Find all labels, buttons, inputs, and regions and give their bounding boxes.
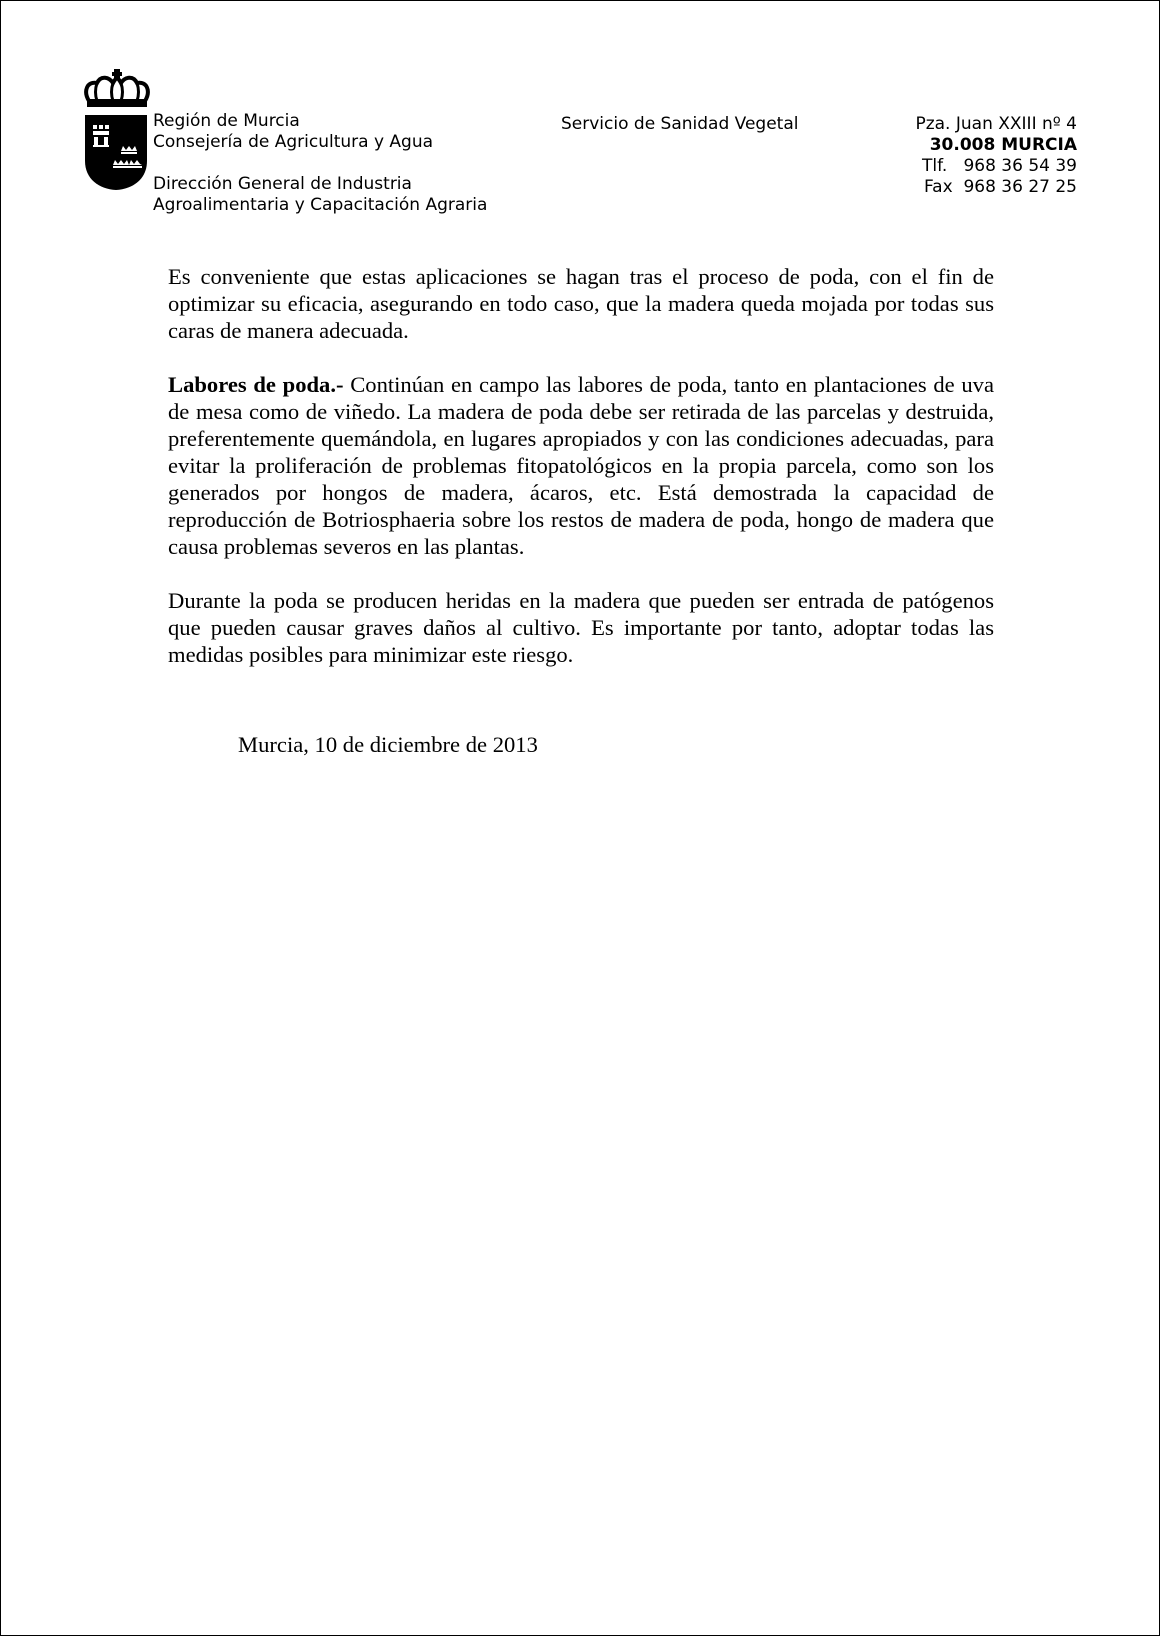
service-name: Servicio de Sanidad Vegetal — [561, 114, 799, 134]
pruning-text: Continúan en campo las labores de poda, tanto en plantaciones de uva de mesa como de viñedo. La madera de poda debe ser retirada de las parcelas y destruida, preferentemente quemándola, en lugares apropiados y con las condiciones adecuadas, para evitar la proliferación de problemas fitopatológicos en la propia parcela, como son los generados por hongos de madera, ácaros, etc. Está demostrada la capacidad de reproducción de Botriosphaeria sobre los restos de madera de poda, hongo de madera que causa problemas severos en las plantas. — [168, 372, 994, 559]
place-date: Murcia, 10 de diciembre de 2013 — [238, 732, 538, 757]
paragraph-wounds: Durante la poda se producen heridas en la madera que pueden ser entrada de patógenos que pueden causar graves daños al cultivo. Es importante por tanto, adoptar todas las medidas posibles para minimizar este riesgo. — [168, 588, 994, 667]
region-murcia-coat-of-arms-icon — [83, 69, 151, 193]
address-phone: Tlf. 968 36 54 39 — [921, 156, 1077, 176]
address-city: 30.008 MURCIA — [929, 135, 1077, 155]
org-directorate: Dirección General de Industria — [153, 174, 412, 194]
org-ministry: Consejería de Agricultura y Agua — [153, 132, 434, 152]
letter-body — [168, 263, 994, 695]
paragraph-pruning — [168, 371, 994, 560]
address-street: Pza. Juan XXIII nº 4 — [915, 114, 1077, 134]
address-fax: Fax 968 36 27 25 — [923, 177, 1077, 197]
org-region: Región de Murcia — [153, 111, 300, 131]
pruning-heading: Labores de poda.- — [168, 372, 344, 397]
organization-block — [153, 111, 487, 216]
org-directorate-cont: Agroalimentaria y Capacitación Agraria — [153, 195, 488, 215]
address-block — [915, 114, 1077, 198]
paragraph-application: Es conveniente que estas aplicaciones se hagan tras el proceso de poda, con el fin de optimizar su eficacia, asegurando en todo caso, que la madera queda mojada por todas sus caras de manera adecuada. — [168, 264, 994, 343]
